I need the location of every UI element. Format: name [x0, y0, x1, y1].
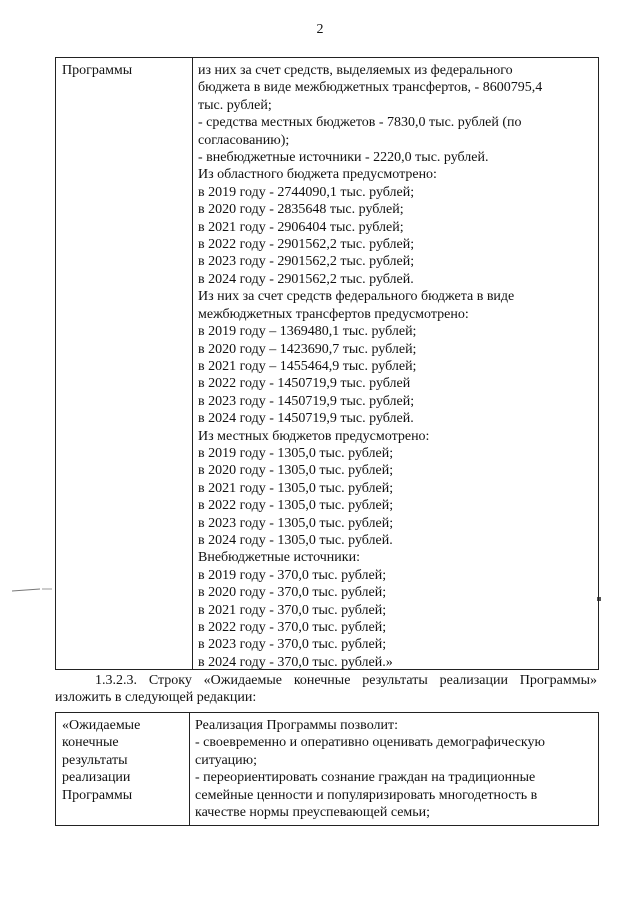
financing-line: тыс. рублей; — [198, 97, 272, 113]
financing-line: в 2023 году - 1450719,9 тыс. рублей; — [198, 393, 415, 409]
financing-line: бюджета в виде межбюджетных трансфертов, - 8600795,4 — [198, 80, 543, 96]
results-line: - своевременно и оперативно оценивать демографическую — [195, 735, 545, 751]
results-label-line: «Ожидаемые — [62, 718, 141, 733]
results-table-label-cell — [56, 713, 189, 825]
financing-line: в 2019 году – 1369480,1 тыс. рублей; — [198, 324, 417, 340]
financing-line: в 2022 году - 1450719,9 тыс. рублей — [198, 376, 411, 392]
results-line: - переориентировать сознание граждан на традиционные — [195, 770, 536, 786]
financing-line: из них за счет средств, выделяемых из федерального — [198, 63, 513, 78]
financing-line: согласованию); — [198, 132, 290, 148]
financing-table — [55, 57, 599, 670]
results-line: ситуацию; — [195, 752, 258, 768]
financing-line: в 2021 году - 1305,0 тыс. рублей; — [198, 480, 394, 496]
financing-line: в 2024 году - 1305,0 тыс. рублей. — [198, 532, 393, 548]
financing-line: в 2020 году – 1423690,7 тыс. рублей; — [198, 341, 417, 357]
results-table — [55, 712, 599, 826]
results-label-line: результаты — [62, 752, 128, 768]
amendment-paragraph-line: изложить в следующей редакции: — [55, 690, 257, 706]
financing-line: в 2020 году - 370,0 тыс. рублей; — [198, 585, 387, 601]
financing-line: в 2023 году - 1305,0 тыс. рублей; — [198, 515, 394, 531]
financing-line: - средства местных бюджетов - 7830,0 тыс. рублей (по — [198, 115, 522, 131]
financing-line: в 2024 году - 2901562,2 тыс. рублей. — [198, 271, 414, 287]
results-table-content — [190, 713, 598, 821]
financing-line: Из них за счет средств федерального бюджета в виде — [198, 289, 515, 305]
financing-line: в 2022 году - 370,0 тыс. рублей; — [198, 620, 387, 635]
financing-line: в 2023 году - 2901562,2 тыс. рублей; — [198, 254, 415, 270]
financing-line: - внебюджетные источники - 2220,0 тыс. рублей. — [198, 150, 489, 166]
financing-line: в 2019 году - 370,0 тыс. рублей; — [198, 567, 387, 583]
financing-line: в 2019 году - 2744090,1 тыс. рублей; — [198, 184, 415, 200]
financing-line: в 2020 году - 1305,0 тыс. рублей; — [198, 463, 394, 479]
results-label-line: конечные — [62, 735, 119, 751]
scan-artifact-mark — [12, 580, 52, 586]
financing-line: межбюджетных трансфертов предусмотрено: — [198, 306, 469, 322]
financing-table-content — [193, 58, 598, 671]
financing-table-label-cell — [56, 58, 192, 669]
results-table-content-cell — [190, 713, 598, 825]
financing-line: в 2022 году - 2901562,2 тыс. рублей; — [198, 237, 415, 253]
results-label-line: реализации — [62, 770, 131, 786]
results-label-line: Программы — [62, 787, 133, 803]
financing-line: в 2022 году - 1305,0 тыс. рублей; — [198, 498, 394, 514]
financing-line: Из местных бюджетов предусмотрено: — [198, 428, 430, 444]
amendment-paragraph — [55, 672, 597, 707]
financing-line: в 2021 году - 2906404 тыс. рублей; — [198, 219, 404, 235]
financing-line: в 2023 году - 370,0 тыс. рублей; — [198, 637, 387, 653]
financing-line: Внебюджетные источники: — [198, 550, 360, 566]
results-line: семейные ценности и популяризировать многодетность в — [195, 787, 538, 803]
amendment-paragraph-line: 1.3.2.3. Строку «Ожидаемые конечные результаты реализации Программы» — [95, 673, 597, 688]
financing-line: в 2019 году - 1305,0 тыс. рублей; — [198, 445, 394, 461]
financing-table-content-cell — [193, 58, 598, 669]
results-table-label — [56, 713, 189, 804]
financing-line: в 2024 году - 1450719,9 тыс. рублей. — [198, 411, 414, 427]
financing-table-label: Программы — [62, 63, 133, 78]
financing-line: в 2021 году - 370,0 тыс. рублей; — [198, 602, 387, 618]
financing-line: в 2021 году – 1455464,9 тыс. рублей; — [198, 358, 417, 374]
financing-line: в 2020 году - 2835648 тыс. рублей; — [198, 202, 404, 218]
financing-line: Из областного бюджета предусмотрено: — [198, 167, 437, 183]
results-line: качестве нормы преуспевающей семьи; — [195, 805, 431, 821]
financing-line: в 2024 году - 370,0 тыс. рублей.» — [198, 654, 393, 670]
page-number: 2 — [316, 22, 324, 37]
results-line: Реализация Программы позволит: — [195, 718, 398, 733]
